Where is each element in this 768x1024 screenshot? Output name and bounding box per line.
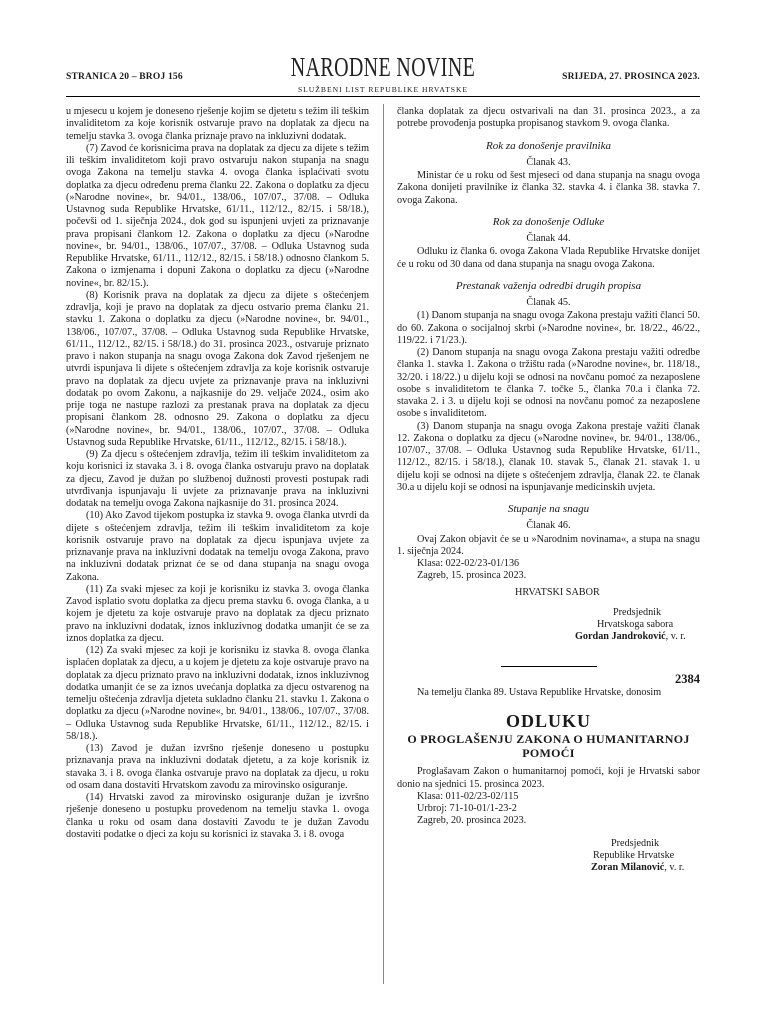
signatory-name [397, 862, 700, 874]
section-heading: Stupanje na snagu [507, 503, 590, 515]
signatory-suffix: , v. r. [665, 631, 686, 643]
paragraph: (9) Za djecu s oštećenjem zdravlja, težim ili teškim invaliditetom za koju korisnici iz stavaka 3. i 8. ovoga članka ostvaruju pravo na doplatak za djecu, Zavod je dužan po službenoj dužnosti provesti postupak radi utvrđivanja ispunjavaju li uvjete za priznavanje prava na inkluzivni dodatak na temelju ovoga Zakona najkasnije do 31. prosinca 2024. [66, 449, 369, 509]
document-subtitle: O PROGLAŠENJU ZAKONA O HUMANITARNOJ POMOĆI [407, 732, 690, 760]
paragraph: (10) Ako Zavod tijekom postupka iz stavka 9. ovoga članka utvrdi da dijete s oštećenjem zdravlja, težim ili teškim invaliditetom za koje korisnik ostvaruje pravo na doplatak za djecu ispunjava uvjete za priznavanje prava na inkluzivni dodatak na temelju ovoga Zakona, pravo na inkluzivni dodatak priznat će se od dana stupanja na snagu ovoga Zakona. [66, 510, 369, 583]
document-title: ODLUKU [505, 711, 591, 731]
article-number: Članak 44. [526, 233, 571, 244]
signatory-title: Predsjednik [613, 606, 662, 618]
issue-date: SRIJEDA, 27. PROSINCA 2023. [562, 72, 700, 82]
publication-subtitle: SLUŽBENI LIST REPUBLIKE HRVATSKE [297, 85, 469, 94]
paragraph: (2) Danom stupanja na snagu ovoga Zakona prestaju važiti odredbe članka 1. stavka 1. Zakona o tržištu rada (»Narodne novine«, br. 118/18., 32/20. i 18/22.) u dijelu koji se odnosi na novčanu pomoć za nezaposlene osobe s invaliditetom te članka 7. točke 5., članka 70.a i članka 72. stavaka 2. i 3. u dijelu koji se odnosi na novčanu pomoć za nezaposlene osobe s invaliditetom. [397, 347, 700, 420]
article-number: Članak 46. [526, 520, 571, 532]
paragraph: (8) Korisnik prava na doplatak za djecu za dijete s oštećenjem zdravlja, koji je pravo na doplatak za djecu ostvario prema članku 21. stavku 1. Zakona o doplatku za djecu (»Narodne novine«, br. 94/01., 138/06., 107/07., 37/08. – Odluka Ustavnog suda Republike Hrvatske, 61/11., 112/12., 82/15. i 58/18.) do 31. prosinca 2023., ostvaruje priznato pravo i nakon stupanja na snagu ovoga Zakona dok Zavod rješenjem ne utvrdi ispunjava li dijete s oštećenjem zdravlja za koje korisnik ostvaruje pravo na doplatak za djecu uvjete za priznavanje prava na inkluzivni dodatak po ovom Zakonu, a najkasnije do 29. veljače 2024., osim ako prije toga ne nastupe razlozi za prestanak prava na doplatak za djecu propisani člankom 28. odnosno 29. Zakona o doplatku za djecu (»Narodne novine«, br. 94/01., 138/06., 107/07., 37/08. – Odluka Ustavnog suda Republike Hrvatske, 61/11., 112/12., 82/15. i 58/18.). [66, 289, 369, 448]
signatory-name-bold: Zoran Milanović [591, 862, 665, 873]
paragraph: članka doplatak za djecu ostvarivali na dan 31. prosinca 2023., a za potrebe provođenja postupka propisanog stavkom 9. ovoga članka. [397, 106, 700, 130]
column-divider [383, 104, 384, 984]
page-number: STRANICA 20 – BROJ 156 [66, 72, 183, 82]
section-heading: Rok za donošenje pravilnika [486, 139, 611, 152]
article-number: Članak 45. [526, 297, 571, 308]
paragraph: (1) Danom stupanja na snagu ovoga Zakona prestaju važiti članci 50. do 60. Zakona o socijalnoj skrbi (»Narodne novine«, br. 18/22., 46/22., 119/22. i 71/23.). [397, 310, 700, 346]
klasa: Klasa: 022-02/23-01/136 [417, 558, 520, 569]
section-rule [501, 666, 597, 667]
place-date: Zagreb, 15. prosinca 2023. [417, 570, 527, 582]
signatory-name [397, 631, 700, 643]
paragraph: (13) Zavod je dužan izvršno rješenje doneseno u postupku priznavanja prava na inkluzivni dodatak djetetu, a za koje korisnik iz stavaka 3. i 8. ovoga članka ostvaruje pravo na doplatak za djecu, u roku od osam dana dostaviti Hrvatskom zavodu za mirovinsko osiguranje. [66, 743, 369, 791]
paragraph: u mjesecu u kojem je doneseno rješenje kojim se djetetu s težim ili teškim invaliditetom za koje korisnik ostvaruje pravo na doplatak za djecu na temelju stavka 3. ovoga članka priznaje pravo na inkluzivni dodatak. [66, 106, 369, 142]
document-number: 2384 [675, 671, 700, 686]
paragraph: Odluku iz članka 6. ovoga Zakona Vlada Republike Hrvatske donijet će u roku od 30 dana od dana stupanja na snagu ovoga Zakona. [397, 246, 700, 270]
paragraph: (11) Za svaki mjesec za koji je korisniku iz stavka 3. ovoga članka Zavod isplatio svotu doplatka za djecu prema stavku 6. ovoga članka, a u kojem je djetetu za koje ostvaruje pravo na doplatak za djecu priznato pravo na inkluzivni dodatak, iznos inkluzivnog dodatka umanjit će se za iznos doplatka za djecu. [66, 583, 369, 644]
publication-title: NARODNE NOVINE [290, 52, 476, 82]
klasa: Klasa: 011-02/23-02/115 [417, 790, 519, 802]
section-heading: Prestanak važenja odredbi drugih propisa [455, 279, 642, 292]
paragraph: (12) Za svaki mjesec za koji je korisniku iz stavka 8. ovoga članka isplaćen doplatak za djecu, a u kojem je djetetu za koje ostvaruje pravo na doplatak za djecu priznato pravo na inkluzivni dodatak, iznos inkluzivnog dodatka umanjit će se za iznos uvećanja doplatka za djecu ostvarenog na temelju oštećenja zdravlja djeteta sukladno članku 21. stavku 1. Zakona o doplatku za djecu (»Narodne novine«, br. 94/01., 138/06., 107/07., 37/08. – Odluka Ustavnog suda Republike Hrvatske, 61/11., 112/12., 82/15. i 58/18.). [66, 645, 369, 742]
paragraph: (3) Danom stupanja na snagu ovoga Zakona prestaje važiti članak 12. Zakona o doplatku za djecu (»Narodne novine«, br. 94/01., 138/06., 107/07., 37/08. – Odluka Ustavnog suda Republike Hrvatske, 61/11., 112/12., 82/15. i 58/18.), članak 10. stavak 5., članak 21. stavak 1. u dijelu koji se odnosi na dijete s oštećenjem zdravlja, članak 22. te članak 30.a u dijelu koji se odnosi na ispunjavanje medicinskih uvjeta. [397, 420, 700, 493]
paragraph: Ovaj Zakon objavit će se u »Narodnim novinama«, a stupa na snagu 1. siječnja 2024. [397, 533, 700, 557]
signatory-title: Predsjednik [611, 837, 660, 849]
paragraph: (14) Hrvatski zavod za mirovinsko osiguranje dužan je izvršno rješenje doneseno u postupku provedenom na temelju stavka 1. ovoga članka u roku od osam dana dostaviti Zavodu te je dužan Zavodu dostaviti podatke o djeci za koju su korisnici iz stavaka 3. i 8. ovoga [66, 792, 369, 840]
section-heading: Rok za donošenje Odluke [492, 215, 605, 228]
header-rule [66, 96, 700, 97]
paragraph: Na temelju članka 89. Ustava Republike Hrvatske, donosim [417, 686, 662, 698]
left-column [66, 106, 369, 841]
urbroj: Urbroj: 71-10-01/1-23-2 [417, 803, 517, 814]
article-number: Članak 43. [526, 156, 571, 168]
page-header [66, 48, 700, 98]
paragraph: (7) Zavod će korisnicima prava na doplatak za djecu za dijete s težim ili teškim invaliditetom koji pravo ostvaruju nakon stupanja na snagu ovoga Zakona na temelju stavka 4. ovoga članka isplaćivati svotu doplatka za djecu određenu prema članku 22. Zakona o doplatku za djecu (»Narodne novine«, br. 94/01., 138/06., 107/07., 37/08. – Odluka Ustavnog suda Republike Hrvatske, 61/11., 112/12., 82/15. i 58/18.), počevši od 1. siječnja 2024., dok god su ispunjeni uvjeti za priznavanje prava propisani člankom 12. Zakona o doplatku za djecu (»Narodne novine«, br. 94/01., 138/06., 107/07., 37/08. – Odluka Ustavnog suda Republike Hrvatske, 61/11., 112/12., 82/15. i 58/18.) odnosno člankom 5. Zakona o izmjenama i dopuni Zakona o doplatku za djecu (»Narodne novine«, br. 82/15.). [66, 142, 369, 289]
signatory-name-bold: Gordan Jandroković [575, 631, 666, 643]
signatory-suffix: , v. r. [664, 862, 685, 873]
signatory-title: Republike Hrvatske [593, 849, 675, 861]
signatory-title: Hrvatskoga sabora [597, 619, 674, 630]
right-column [397, 106, 700, 874]
place-date: Zagreb, 20. prosinca 2023. [417, 815, 527, 827]
issuer: HRVATSKI SABOR [515, 586, 600, 598]
paragraph: Proglašavam Zakon o humanitarnoj pomoći, koji je Hrvatski sabor donio na sjednici 15. prosinca 2023. [397, 766, 700, 790]
paragraph: Ministar će u roku od šest mjeseci od dana stupanja na snagu ovoga Zakona donijeti pravilnike iz članka 32. stavka 4. i članka 38. stavka 7. ovoga Zakona. [397, 170, 700, 206]
